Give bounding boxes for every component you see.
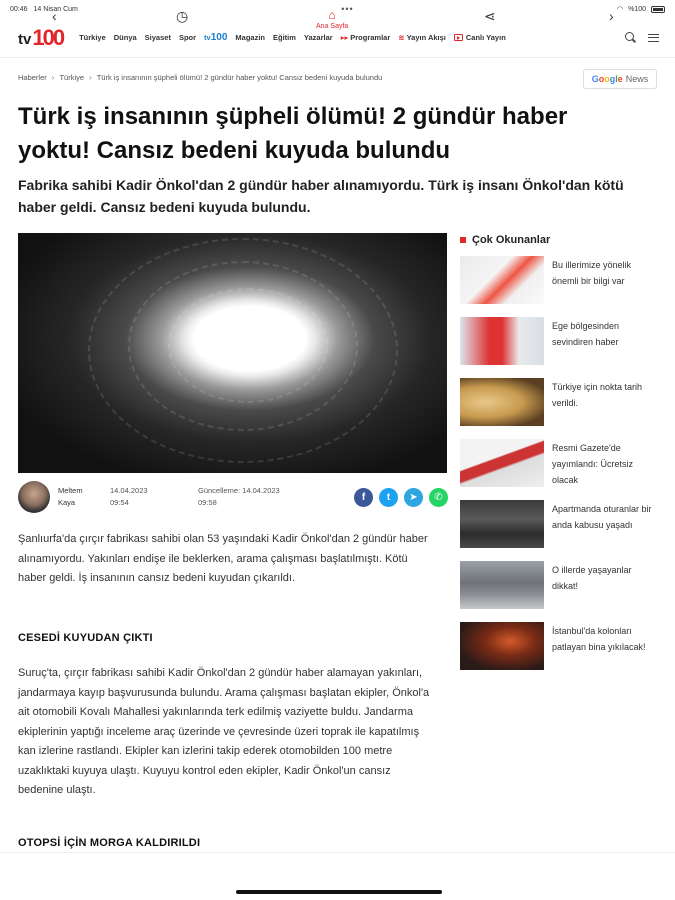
most-read-item[interactable] xyxy=(460,500,660,552)
status-date: 14 Nisan Cum xyxy=(33,5,78,13)
thumbnail xyxy=(460,622,544,670)
nav-yayin-akisi-label: Yayın Akışı xyxy=(406,33,446,42)
logo-100: 100 xyxy=(32,24,64,50)
facebook-share-icon[interactable]: f xyxy=(354,488,373,507)
nav-tv100-brand: 100 xyxy=(210,32,228,43)
chevron-right-icon: › xyxy=(89,73,92,82)
article-summary: Fabrika sahibi Kadir Önkol'dan 2 gündür haber alınamıyordu. Türk iş insanı Önkol'dan kötü haber geldi. Cansız bedeni kuyuda bulundu. xyxy=(18,177,624,215)
multitask-dots[interactable]: ••• xyxy=(341,4,354,14)
most-read-item-text: Bu illerimize yönelik önemli bir bilgi var xyxy=(552,260,632,286)
nav-item-spor[interactable]: Spor xyxy=(178,33,197,42)
thumbnail xyxy=(460,561,544,609)
article-hero-image xyxy=(18,233,447,473)
nav-item-yazarlar[interactable]: Yazarlar xyxy=(303,33,333,42)
most-read-title xyxy=(460,234,550,246)
nav-item-magazin[interactable]: Magazin xyxy=(235,33,265,42)
most-read-item[interactable] xyxy=(460,561,660,613)
thumbnail xyxy=(460,256,544,304)
breadcrumb xyxy=(18,73,382,82)
nav-links xyxy=(79,32,506,43)
history-clock-icon[interactable]: ◷ xyxy=(176,8,189,24)
nav-tv100-prefix: tv xyxy=(204,33,211,42)
most-read-item[interactable] xyxy=(460,317,660,369)
home-icon: ⌂ xyxy=(328,8,336,22)
thumbnail xyxy=(460,500,544,548)
breadcrumb-home[interactable]: Haberler xyxy=(18,73,47,82)
google-news-label: News xyxy=(625,74,649,84)
breadcrumb-section[interactable]: Türkiye xyxy=(59,73,85,82)
most-read-item[interactable] xyxy=(460,622,660,674)
breadcrumb-current: Türk iş insanının şüpheli ölümü! 2 gündür haber yoktu! Cansız bedeni kuyuda bulundu xyxy=(96,73,383,82)
battery-percent: %100 xyxy=(628,5,646,13)
avatar[interactable] xyxy=(18,481,50,513)
google-news-button[interactable] xyxy=(583,69,657,89)
thumbnail xyxy=(460,317,544,365)
battery-icon xyxy=(651,6,665,13)
feed-icon: ≋ xyxy=(398,33,405,42)
publish-time-value: 09:54 xyxy=(110,498,129,507)
most-read-item-text: Apartmanda oturanlar bir anda kabusu yaşadı xyxy=(552,504,652,530)
hamburger-menu-icon[interactable] xyxy=(648,34,659,42)
nav-item-canli-yayin[interactable] xyxy=(454,33,506,42)
nav-canli-yayin-label: Canlı Yayın xyxy=(465,33,506,42)
most-read-item-text: Ege bölgesinden sevindiren haber xyxy=(552,321,620,347)
author-name[interactable] xyxy=(58,485,110,509)
forward-icon[interactable]: › xyxy=(609,8,614,24)
search-icon[interactable] xyxy=(625,32,636,43)
share-icon[interactable]: ⋖ xyxy=(484,8,496,24)
telegram-share-icon[interactable]: ➤ xyxy=(404,488,423,507)
nav-programlar-label: Programlar xyxy=(350,33,391,42)
article-subheading-1: CESEDİ KUYUDAN ÇIKTI xyxy=(18,632,153,644)
most-read-item[interactable] xyxy=(460,256,660,308)
nav-item-dunya[interactable]: Dünya xyxy=(113,33,137,42)
update-date-value: Güncelleme: 14.04.2023 xyxy=(198,486,280,495)
live-tv-icon xyxy=(454,34,463,41)
most-read-label: Çok Okunanlar xyxy=(472,234,551,246)
most-read-item-text: O illerde yaşayanlar dikkat! xyxy=(552,565,632,591)
most-read-item-text: Resmi Gazete'de yayımlandı: Ücretsiz olacak xyxy=(552,443,634,485)
google-logo-text: Google xyxy=(591,74,623,84)
publish-date-value: 14.04.2023 xyxy=(110,486,148,495)
article-subheading-2: OTOPSİ İÇİN MORGA KALDIRILDI xyxy=(18,837,201,849)
thumbnail xyxy=(460,378,544,426)
home-tab-label: Ana Sayfa xyxy=(316,23,349,30)
article-paragraph-1: Şanlıurfa'da çırçır fabrikası sahibi olan 53 yaşındaki Kadir Önkol'dan 2 gündür haber alınamıyordu. Yakınları endişe ile beklerken, arama çalışması başlatılmıştı. Kötü haber geldi. İş insanının cansız bedeni kuyudan çıkarıldı. xyxy=(18,533,428,584)
article-paragraph-2: Suruç'ta, çırçır fabrikası sahibi Kadir Önkol'dan 2 gündür haber alamayan yakınları, jandarmaya kayıp başvurusunda bulundu. Arama çalışması başlatan ekipler, Önkol'a ait otomobili Kovalı Mahallesi yakınlarında terk edilmiş vaziyette buldu. Jandarma ekiplerinin yaptığı inceleme araç üzerinde ve çevresinde üzeri toprak ile kapatılmış kan izlerine rastlandı. Ekipler kan izlerini takip ederek otomobilden 100 metre uzaklıktaki kuyuya ulaştı. Kuyuyu kontrol eden ekipler, Kadir Önkol'un cansız bedenine ulaştı. xyxy=(18,667,430,796)
nav-item-siyaset[interactable]: Siyaset xyxy=(144,33,171,42)
whatsapp-share-icon[interactable]: ✆ xyxy=(429,488,448,507)
article-title: Türk iş insanının şüpheli ölümü! 2 gündür haber yoktu! Cansız bedeni kuyuda bulundu xyxy=(18,103,568,164)
most-read-item-text: Türkiye için nokta tarih verildi. xyxy=(552,382,643,408)
home-indicator[interactable] xyxy=(236,890,442,894)
wifi-icon: ◠ xyxy=(616,6,624,13)
nav-item-turkiye[interactable]: Türkiye xyxy=(79,33,106,42)
most-read-item-text: İstanbul'da kolonları patlayan bina yıkılacak! xyxy=(552,626,646,652)
nav-item-egitim[interactable]: Eğitim xyxy=(273,33,296,42)
logo-tv: tv xyxy=(18,30,32,48)
square-bullet-icon xyxy=(460,237,466,243)
status-time: 00:46 xyxy=(10,5,28,13)
nav-item-yayin-akisi[interactable] xyxy=(398,33,446,42)
thumbnail xyxy=(460,439,544,487)
site-logo[interactable] xyxy=(18,24,64,50)
back-icon[interactable]: ‹ xyxy=(52,8,57,24)
update-time-value: 09:58 xyxy=(198,498,217,507)
play-forward-icon: ▸▸ xyxy=(340,33,349,42)
nav-item-tv100[interactable] xyxy=(204,32,227,43)
home-tab[interactable] xyxy=(316,8,348,30)
update-date xyxy=(198,485,318,509)
share-buttons xyxy=(354,488,448,507)
chevron-right-icon: › xyxy=(51,73,55,82)
most-read-item[interactable] xyxy=(460,439,660,491)
nav-item-programlar[interactable] xyxy=(341,33,391,42)
author-first-name: Meltem xyxy=(58,486,83,495)
author-last-name: Kaya xyxy=(58,498,76,507)
twitter-share-icon[interactable]: t xyxy=(379,488,398,507)
author-row xyxy=(18,480,448,514)
most-read-item[interactable] xyxy=(460,378,660,430)
publish-date xyxy=(110,485,198,509)
